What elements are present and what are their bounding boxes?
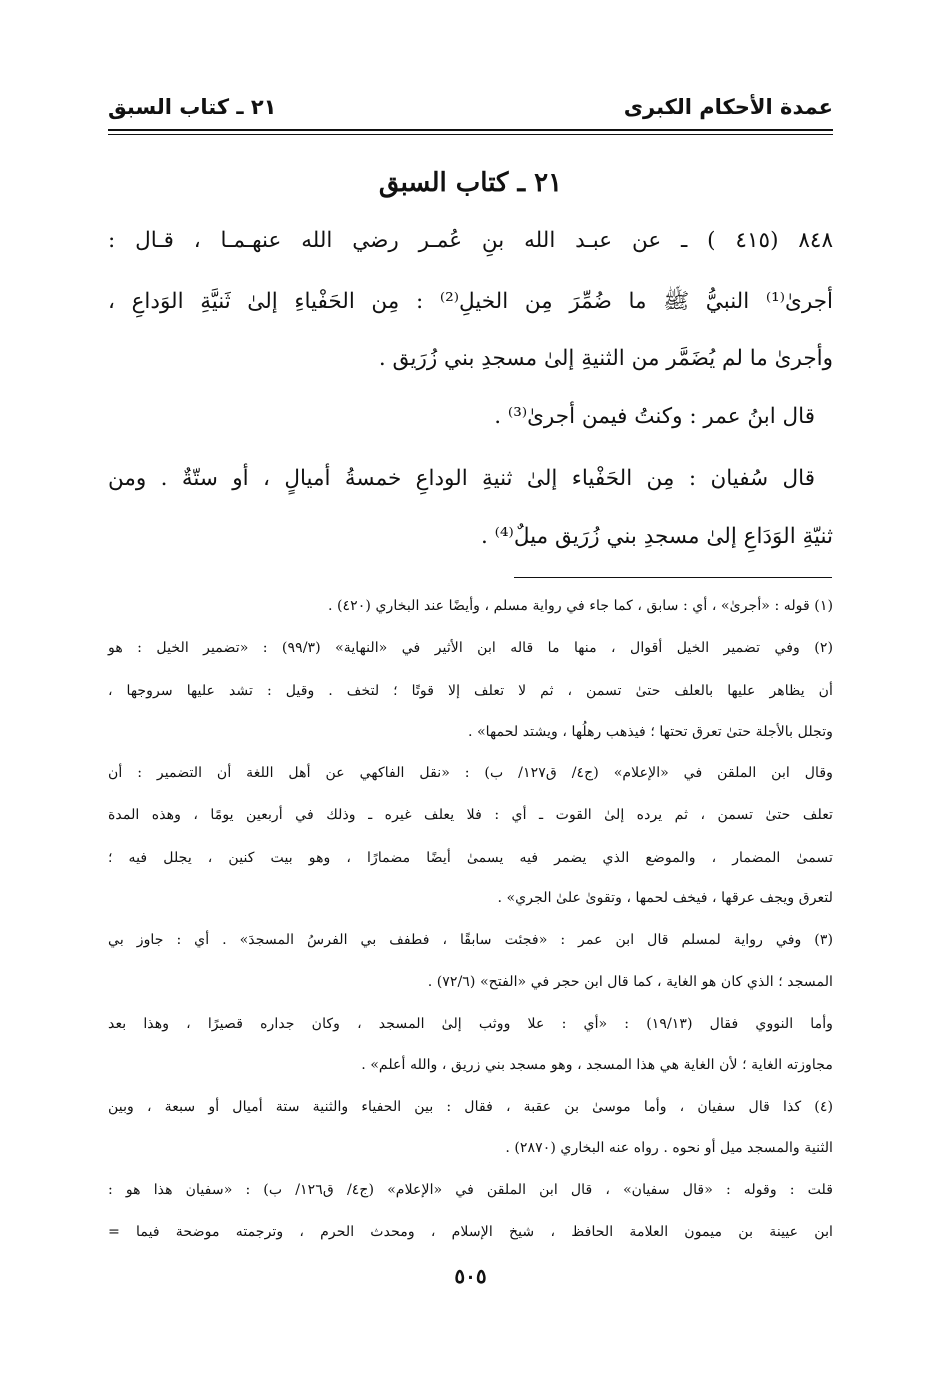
header-book-title: عمدة الأحكام الكبرى bbox=[623, 95, 833, 119]
footnote-line: (٤) كذا قال سفيان ، وأما موسىٰ بن عقبة ، فقال : بين الحفياء والثنية ستة أميال أو سبعة ، وبين bbox=[108, 1099, 833, 1115]
footnote-line: ابن عيينة بن ميمون العلامة الحافظ ، شيخ الإسلام ، ومحدث الحرم ، وترجمته موضحة فيما = bbox=[108, 1224, 833, 1240]
footnote-line: وتجلل بالأجلة حتىٰ تعرق تحتها ؛ فيذهب رهلُها ، ويشتد لحمها» . bbox=[467, 724, 833, 740]
header-rule bbox=[108, 129, 833, 135]
running-header bbox=[108, 88, 833, 126]
footnote-line: وقال ابن الملقن في «الإعلام» (ج٤/ ق١٢٧/ ب) : «نقل الفاكهي عن أهل اللغة أن التضمير : أن bbox=[108, 765, 833, 781]
footnote-line: (٣) وفي رواية لمسلم قال ابن عمر : «فجئت سابقًا ، فطفف بي الفرسُ المسجدَ» . أي : جاوز بي bbox=[108, 932, 833, 948]
footnote-line: قلت : وقوله : «قال سفيان» ، قال ابن الملقن في «الإعلام» (ج٤/ ق١٢٦/ ب) : «سفيان هذا هو : bbox=[108, 1182, 833, 1198]
footnote-line: الثنية والمسجد ميل أو نحوه . رواه عنه البخاري (٢٨٧٠) . bbox=[505, 1140, 833, 1156]
hadith-line: وأجرىٰ ما لم يُضَمَّر من الثنيةِ إلىٰ مسجدِ بني زُرَيق . bbox=[378, 346, 833, 371]
footnote-line: مجاوزته الغاية ؛ لأن الغاية هي هذا المسجد ، وهو مسجد بني زريق ، والله أعلم» . bbox=[361, 1057, 833, 1073]
footnote-line: أن يظاهر عليها بالعلف حتىٰ تسمن ، ثم لا تعلف إلا قوتًا ؛ لتخف . وقيل : تشد عليها سروجها ، bbox=[108, 683, 833, 699]
footnote-line: المسجد ؛ الذي كان هو الغاية ، كما قال ابن حجر في «الفتح» (٧٢/٦) . bbox=[427, 974, 833, 990]
header-chapter-title: ٢١ ـ كتاب السبق bbox=[108, 95, 277, 119]
footnote-line: تعلف حتىٰ تسمن ، ثم يرده إلىٰ القوت ـ أي : فلا يعلف غيره ـ وذلك في أربعين يومًا ، وهذه المدة bbox=[108, 807, 833, 823]
footnote-line: (٢) وفي تضمير الخيل أقوال ، منها ما قاله ابن الأثير في «النهاية» (٩٩/٣) : «تضمير الخيل : هو bbox=[108, 640, 833, 656]
hadith-line: أجرىٰ⁽¹⁾ النبيُّ ﷺ ما ضُمِّرَ مِن الخيلِ⁽²⁾ : مِن الحَفْياءِ إلىٰ ثَنيَّةِ الوَداعِ ، bbox=[108, 289, 833, 314]
hadith-line: قال سُفيان : مِن الحَفْياء إلىٰ ثنيةِ الوداعِ خمسةُ أميالٍ ، أو ستّةٌ . ومن bbox=[108, 466, 815, 491]
footnote-line: لتعرق ويجف عرقها ، فيخف لحمها ، وتقوىٰ علىٰ الجري» . bbox=[497, 890, 833, 906]
footnote-line: (١) قوله : «أجرىٰ» ، أي : سابق ، كما جاء في رواية مسلم ، وأيضًا عند البخاري (٤٢٠) . bbox=[327, 598, 833, 614]
page-number: ٥٠٥ bbox=[454, 1264, 487, 1288]
chapter-title: ٢١ ـ كتاب السبق bbox=[378, 168, 563, 198]
footnote-line: تسمىٰ المضمار ، والموضع الذي يضمر فيه يسمىٰ أيضًا مضمارًا ، وهو بيت كنين ، يجلل فيه ؛ bbox=[108, 850, 833, 866]
hadith-line: قال ابنُ عمر : وكنتُ فيمن أجرىٰ⁽³⁾ . bbox=[494, 404, 815, 429]
hadith-line: ثنيّةِ الوَدَاعِ إلىٰ مسجدِ بني زُرَيق ميلٌ⁽⁴⁾ . bbox=[480, 524, 833, 549]
footnote-separator bbox=[514, 577, 832, 578]
hadith-line: ٨٤٨ (٤١٥ ) ـ عن عبـد الله بنِ عُمـر رضي الله عنهـمـا ، قـال : bbox=[108, 228, 833, 253]
footnote-line: وأما النووي فقال (١٩/١٣) : «أي : علا ووثب إلىٰ المسجد ، وكان جداره قصيرًا ، وهذا بعد bbox=[108, 1016, 833, 1032]
